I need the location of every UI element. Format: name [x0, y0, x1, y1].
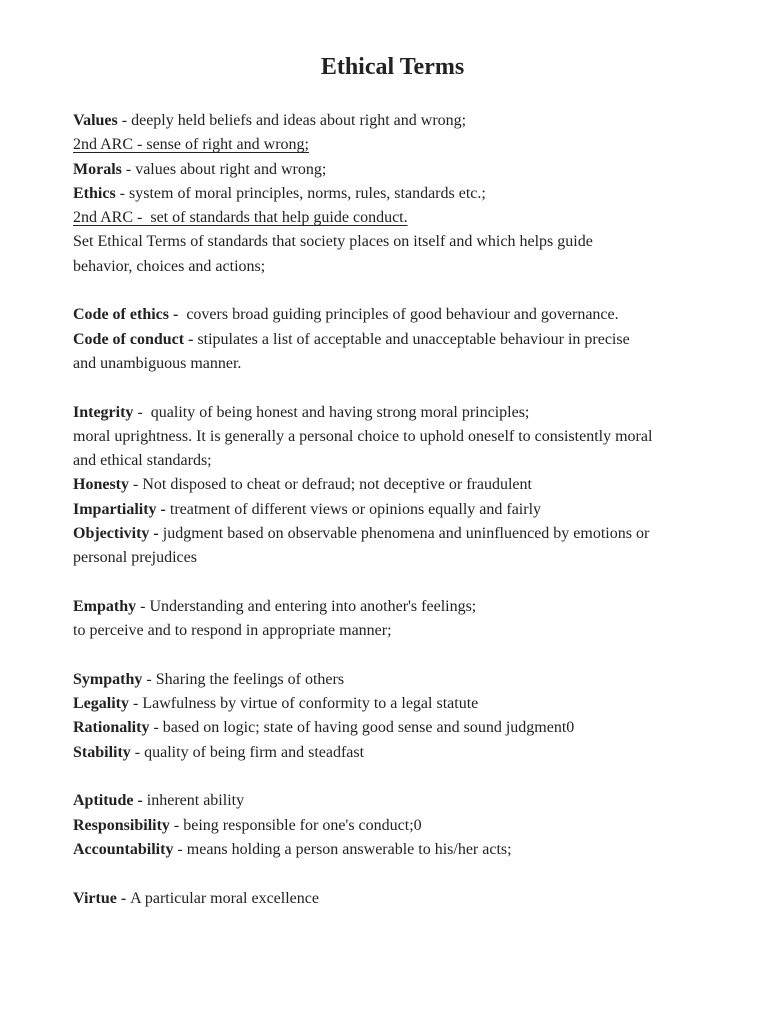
code-of-conduct-continued: and unambiguous manner.: [73, 354, 242, 372]
term-label: Ethics: [73, 184, 116, 202]
term-definition: - values about right and wrong;: [121, 160, 327, 178]
set-ethical-line-2: behavior, choices and actions;: [73, 257, 266, 275]
arc-ethics-note: [73, 206, 723, 230]
term-label: Values: [73, 112, 118, 129]
term-definition: - means holding a person answerable to his/her acts;: [173, 840, 512, 858]
terms-list: [73, 109, 723, 911]
term-definition: inherent ability: [146, 792, 245, 810]
term-label: Aptitude -: [73, 792, 147, 810]
term-definition: - quality of being firm and steadfast: [130, 743, 365, 761]
paragraph-gap: [73, 862, 723, 886]
term-definition: judgment based on observable phenomena and uninfluenced by emotions or: [162, 525, 650, 543]
term-label: Rationality: [73, 719, 150, 737]
term-definition: - system of moral principles, norms, rules, standards etc.;: [115, 184, 486, 202]
arc-values-note: [73, 133, 723, 157]
set-ethical-line-1: Set Ethical Terms of standards that society places on itself and which helps guide: [73, 233, 593, 251]
term-definition: - based on logic; state of having good sense and sound judgment0: [149, 719, 575, 737]
term-label: Morals: [73, 160, 122, 178]
term-label: Accountability: [73, 840, 174, 858]
term-responsibility: [73, 814, 723, 838]
underlined-note: 2nd ARC - sense of right and wrong;: [73, 136, 309, 154]
page-title: Ethical Terms: [320, 54, 465, 80]
term-definition: - Sharing the feelings of others: [142, 670, 345, 688]
paragraph-gap: [73, 279, 723, 303]
term-label: Integrity: [73, 403, 134, 421]
term-impartiality: [73, 498, 723, 522]
term-aptitude: [73, 789, 723, 813]
term-definition: - quality of being honest and having strong moral principles;: [133, 403, 530, 421]
term-definition: - deeply held beliefs and ideas about right and wrong;: [117, 112, 467, 129]
term-label: Impartiality -: [73, 500, 170, 518]
term-definition: treatment of different views or opinions equally and fairly: [169, 500, 542, 518]
objectivity-continued: personal prejudices: [73, 549, 197, 567]
paragraph-gap: [73, 376, 723, 400]
term-label: Legality: [73, 695, 129, 713]
paragraph-gap: [73, 644, 723, 668]
term-label: Empathy: [73, 597, 137, 615]
term-label: Honesty: [73, 476, 129, 494]
paragraph-gap: [73, 765, 723, 789]
term-empathy: [73, 595, 723, 619]
term-label: Sympathy: [73, 670, 143, 688]
term-rationality: [73, 716, 723, 740]
term-ethics: [73, 182, 723, 206]
term-label: Stability: [73, 743, 131, 761]
term-label: Code of ethics -: [73, 306, 183, 324]
term-label: Code of conduct -: [73, 330, 198, 348]
term-morals: [73, 158, 723, 182]
term-definition: - being responsible for one's conduct;0: [169, 816, 422, 834]
term-definition: covers broad guiding principles of good behaviour and governance.: [182, 306, 619, 324]
underlined-note: 2nd ARC - set of standards that help guide conduct.: [73, 209, 408, 227]
empathy-continued: to perceive and to respond in appropriate manner;: [73, 622, 392, 640]
term-definition: - Understanding and entering into another's feelings;: [136, 597, 477, 615]
term-definition: stipulates a list of acceptable and unacceptable behaviour in precise: [197, 330, 630, 348]
term-accountability: [73, 838, 723, 862]
term-definition: - Not disposed to cheat or defraud; not deceptive or fraudulent: [129, 476, 532, 494]
term-virtue: [73, 887, 723, 911]
term-code-of-conduct: [73, 328, 723, 352]
term-honesty: [73, 473, 723, 497]
term-label: Objectivity -: [73, 525, 163, 543]
term-legality: [73, 692, 723, 716]
term-sympathy: [73, 668, 723, 692]
term-objectivity: [73, 522, 723, 546]
paragraph-gap: [73, 571, 723, 595]
term-integrity: [73, 401, 723, 425]
term-definition: A particular moral excellence: [130, 889, 319, 907]
term-stability: [73, 741, 723, 765]
term-code-of-ethics: [73, 303, 723, 327]
term-label: Virtue -: [73, 889, 131, 907]
term-definition: - Lawfulness by virtue of conformity to a legal statute: [129, 695, 479, 713]
term-label: Responsibility: [73, 816, 170, 834]
integrity-continued-2: and ethical standards;: [73, 452, 212, 470]
term-values: [73, 109, 723, 133]
integrity-continued-1: moral uprightness. It is generally a personal choice to uphold oneself to consistently moral: [73, 427, 653, 445]
